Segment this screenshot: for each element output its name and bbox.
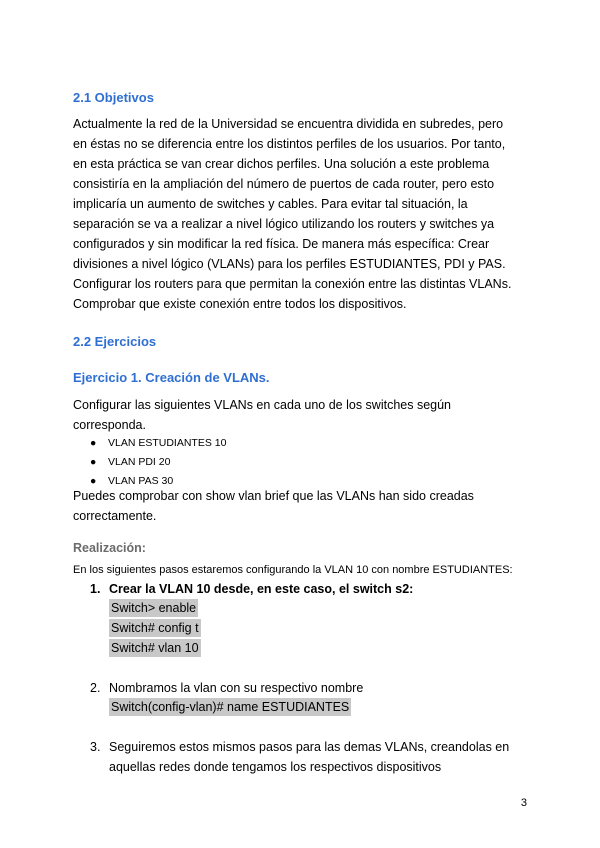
heading-realizacion: Realización: xyxy=(73,541,146,555)
step-text: Nombramos la vlan con su respectivo nombre xyxy=(109,681,364,695)
step-1 xyxy=(90,579,413,599)
text-line: Configurar los routers para que permitan la conexión entre las distintas VLANs. xyxy=(73,277,512,291)
comprobar-paragraph xyxy=(73,486,533,526)
step-text: aquellas redes donde tengamos los respectivos dispositivos xyxy=(109,760,442,774)
text-line: en esta práctica se van crear dichos perfiles. Una solución a este problema xyxy=(73,157,490,171)
list-item xyxy=(90,434,226,453)
code-line: Switch# config t xyxy=(111,621,199,635)
text-line: configurados y sin modificar la red física. De manera más específica: Crear xyxy=(73,237,490,251)
text-line: Comprobar que existe conexión entre todos los dispositivos. xyxy=(73,297,407,311)
page-number: 3 xyxy=(520,797,527,809)
bullet-icon: ● xyxy=(90,475,97,487)
text-line: divisiones a nivel lógico (VLANs) para los perfiles ESTUDIANTES, PDI y PAS. xyxy=(73,257,506,271)
step-number: 3. xyxy=(90,740,101,754)
text-line: correctamente. xyxy=(73,509,157,523)
step-3 xyxy=(90,737,509,777)
vlan-label: VLAN ESTUDIANTES 10 xyxy=(108,437,227,449)
text-line: consistiría en la ampliación del número de puertos de cada router, pero esto xyxy=(73,177,495,191)
text-line: separación se va a realizar a nivel lógico utilizando los routers y switches ya xyxy=(73,217,495,231)
code-line: Switch> enable xyxy=(111,601,197,615)
step-number: 2. xyxy=(90,681,101,695)
vlan-list xyxy=(90,434,226,491)
heading-ejercicio-1: Ejercicio 1. Creación de VLANs. xyxy=(73,370,270,385)
bullet-icon: ● xyxy=(90,456,97,468)
text-line: implicaría un aumento de switches y cables. Para evitar tal situación, la xyxy=(73,197,468,211)
list-item xyxy=(90,453,226,472)
text-line: en éstas no se diferencia entre los distintos perfiles de los usuarios. Por tanto, xyxy=(73,137,506,151)
bullet-icon: ● xyxy=(90,437,97,449)
step-2 xyxy=(90,678,363,698)
vlan-label: VLAN PDI 20 xyxy=(108,456,171,468)
text-line: corresponda. xyxy=(73,418,146,432)
text-line: Configurar las siguientes VLANs en cada uno de los switches según xyxy=(73,398,451,412)
vlan-label: VLAN PAS 30 xyxy=(108,475,174,487)
ejercicio1-paragraph xyxy=(73,395,533,435)
objetivos-paragraph xyxy=(73,114,533,314)
text-line: Puedes comprobar con show vlan brief que las VLANs han sido creadas xyxy=(73,489,474,503)
code-line: Switch(config-vlan)# name ESTUDIANTES xyxy=(111,700,350,714)
realizacion-intro: En los siguientes pasos estaremos configurando la VLAN 10 con nombre ESTUDIANTES: xyxy=(73,564,513,576)
step-number: 1. xyxy=(90,582,101,596)
code-line: Switch# vlan 10 xyxy=(111,641,199,655)
step-text: Crear la VLAN 10 desde, en este caso, el switch s2: xyxy=(109,582,414,596)
heading-objetivos: 2.1 Objetivos xyxy=(73,90,154,105)
text-line: Actualmente la red de la Universidad se encuentra dividida en subredes, pero xyxy=(73,117,504,131)
heading-ejercicios: 2.2 Ejercicios xyxy=(73,334,157,349)
step-text: Seguiremos estos mismos pasos para las demas VLANs, creandolas en xyxy=(109,740,510,754)
